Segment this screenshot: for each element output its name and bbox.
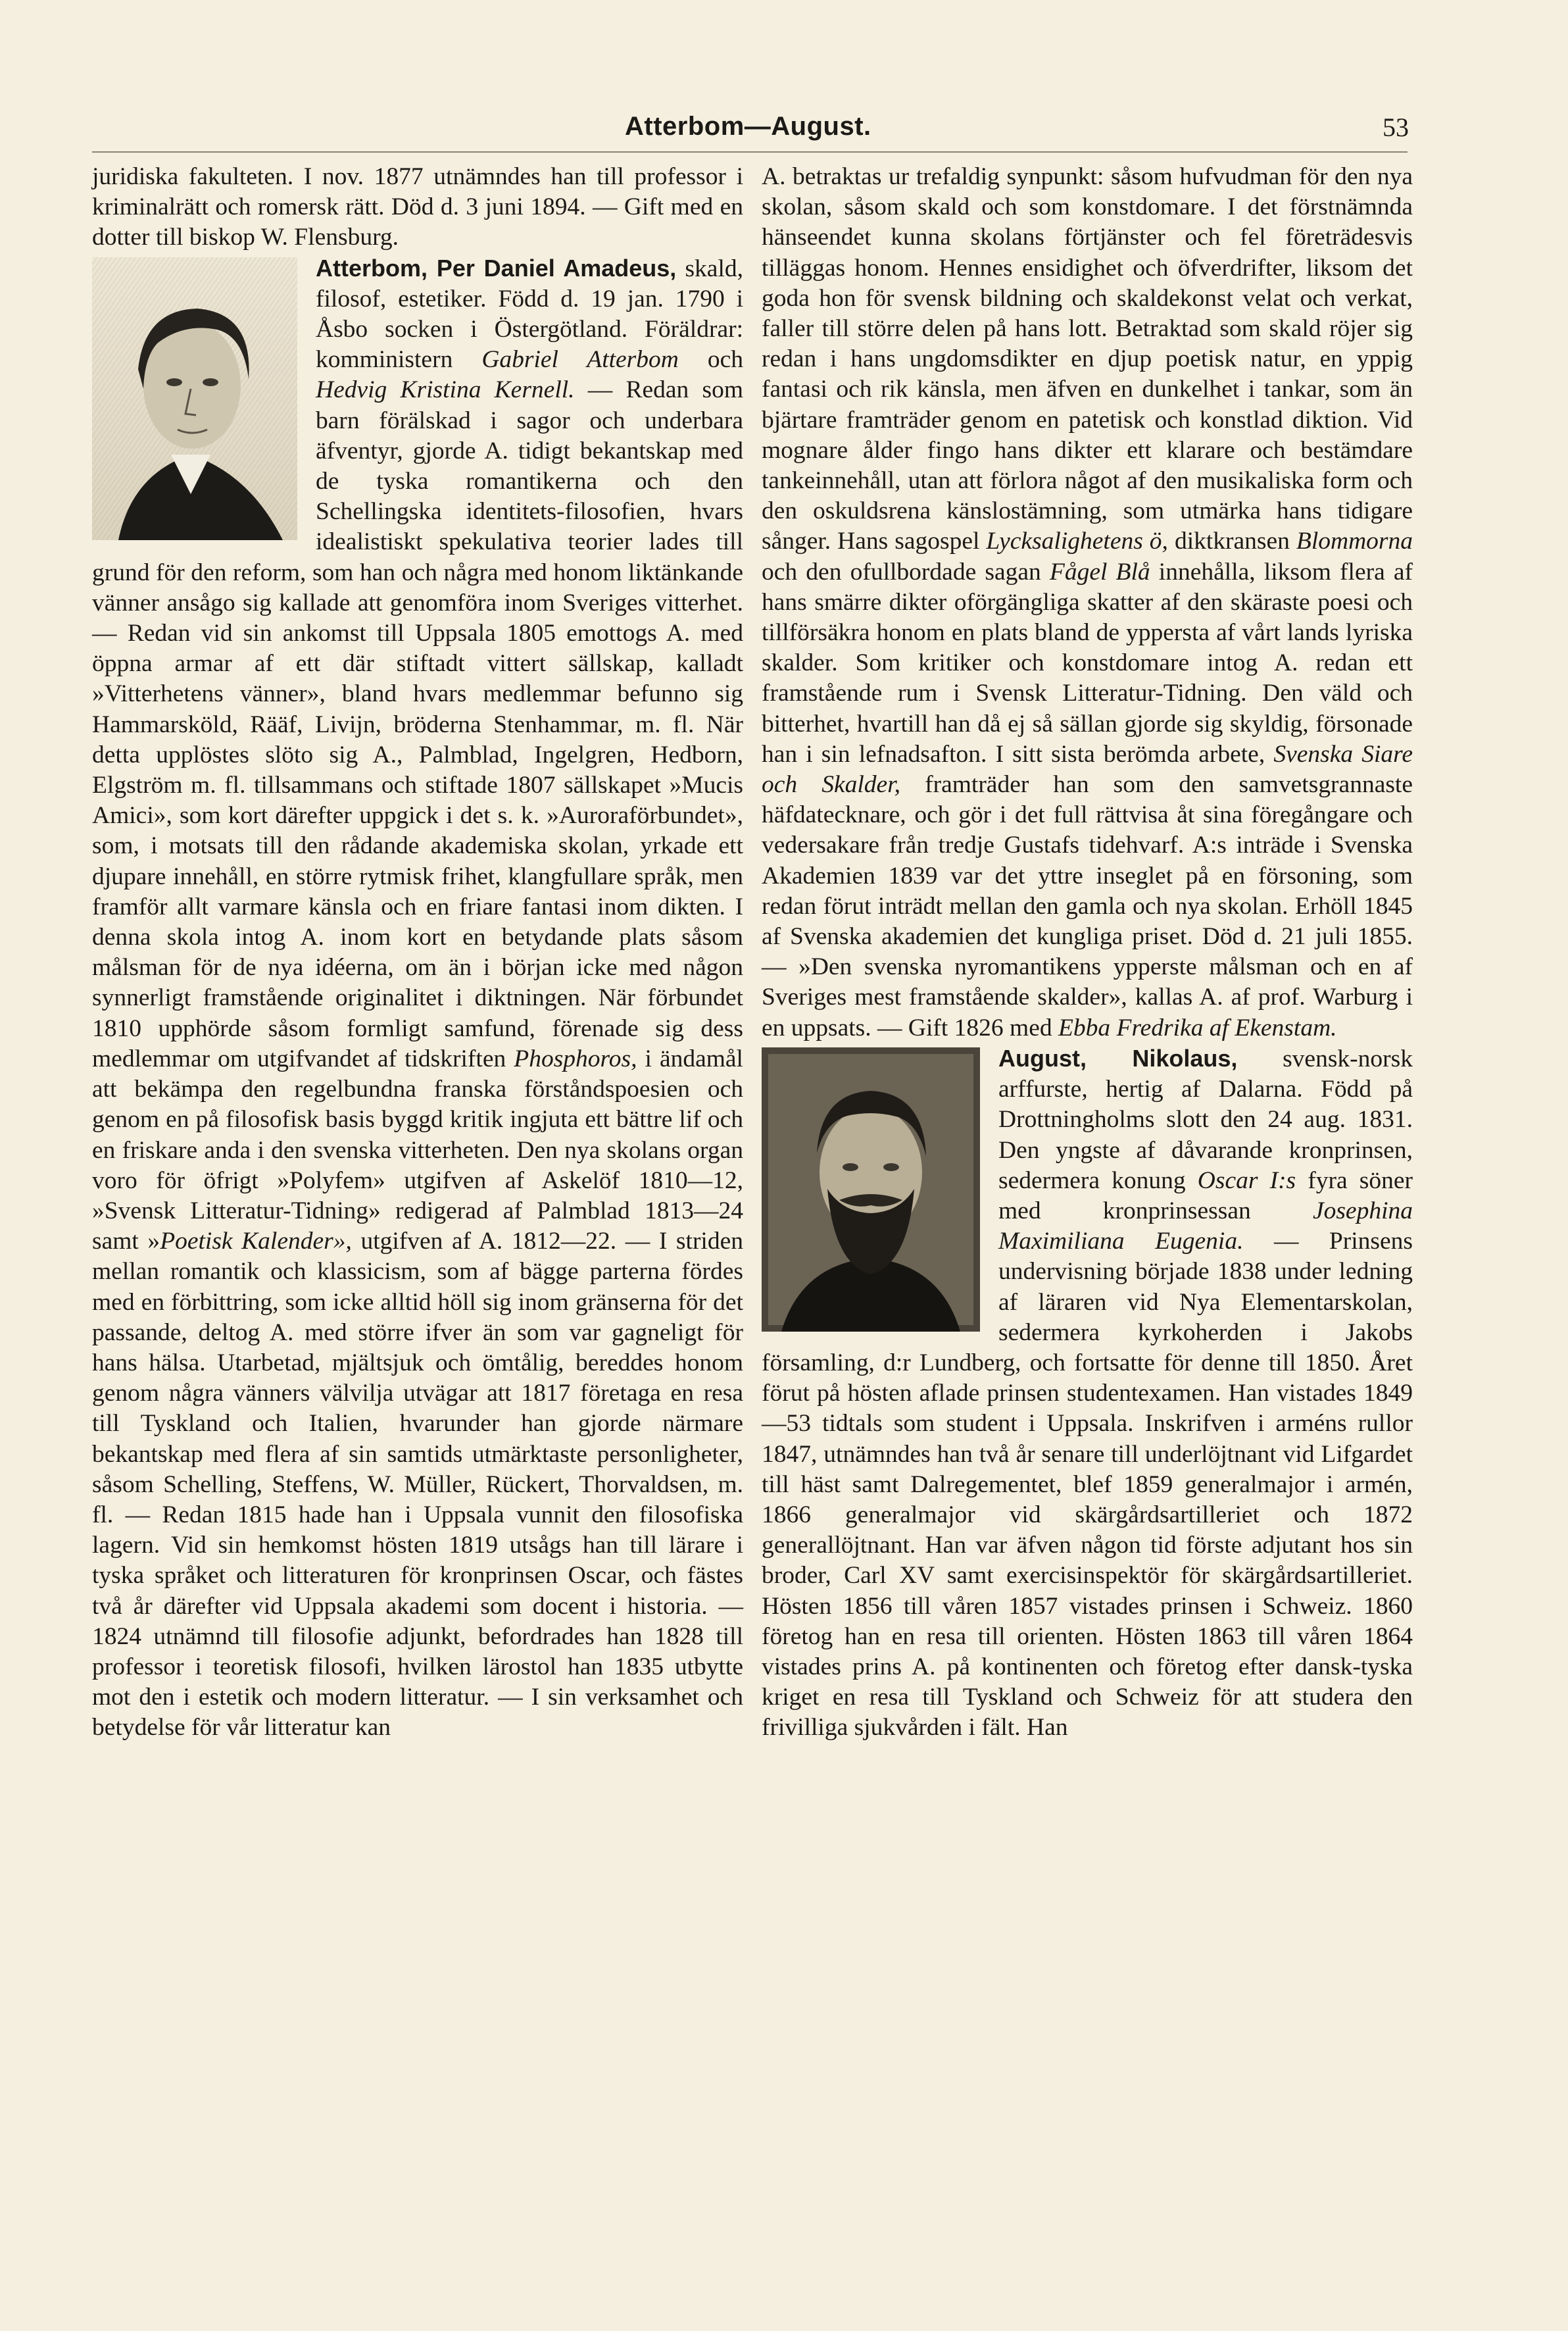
title-lycksalighetens: Lycksalighetens ö, — [986, 528, 1168, 555]
portrait-august — [762, 1047, 980, 1332]
continuation-paragraph: juridiska fakulteten. I nov. 1877 utnämndes han till professor i kriminalrätt och romersk rätt. Död d. 3 juni 1894. — Gift med en dotter till biskop W. Flensburg. — [92, 163, 743, 251]
entry-atterbom — [92, 253, 743, 1743]
entry2-body: — Prinsens undervisning började 1838 under ledning af läraren vid Nya Elementarskolan, sedermera kyrkoherden i Jakobs församling, d:r Lundberg, och fortsatte för denne till 1850. Året förut på hösten aflade prinsen studentexamen. Han vistades 1849—53 tidtals som student i Uppsala. Inskrifven i arméns rullor 1847, utnämndes han två år senare till underlöjtnant vid Lifgardet till häst samt Dalregementet, blef 1859 generalmajor i armén, 1866 generalmajor vid skärgårdsartilleriet och 1872 generallöjtnant. Han var äfven någon tid förste adjutant hos sin broder, Carl XV samt exercisinspektör för skärgårdsartilleriet. Hösten 1856 till våren 1857 vistades prinsen i Schweiz. 1860 företog han en resa till orienten. Hösten 1863 till våren 1864 vistades prins A. på kontinenten och företog efter dansk-tyska kriget en resa till Tyskland och Schweiz för att studera den frivilliga sjukvården i fält. Han — [762, 1228, 1413, 1742]
left-column — [92, 162, 743, 1743]
entry-body-3: utgifven af A. 1812—22. — I striden mellan romantik och klassicism, som af bägge parterna fördes med en förbittring, som icke alltid höll sig inom gränserna för det passande, deltog A. med större ifver än som var gagneligt för hans hälsa. Utarbetad, mjältsjuk och ömtålig, bereddes honom genom några vänners välvilja utvägar att 1817 företaga en resa till Tyskland och Italien, hvarunder han gjorde närmare bekantskap med flera af sin samtids utmärktaste personligheter, såsom Schelling, Steffens, W. Müller, Rückert, Thorvaldsen, m. fl. — Redan 1815 hade han i Uppsala vunnit den filosofiska lagern. Vid sin hemkomst hösten 1819 utsågs han till lärare i tyska språket och litteraturen för kronprinsen Oscar, och fästes två år därefter vid Uppsala akademi som docent i historia. — 1824 utnämnd till filosofie adjunkt, befordrades han 1828 till professor i teoretisk filosofi, hvilken lärostol han 1835 utbytte mot den i estetik och modern litteratur. — I sin verksamhet och betydelse för vår litteratur kan — [92, 1228, 743, 1742]
portrait-engraving — [92, 257, 297, 540]
title-fagel-bla: Fågel Blå — [1049, 558, 1150, 586]
continuation-body-4: innehålla, liksom flera af hans smärre dikter oförgängliga skatter af den skäraste poesi och tillförsäkra honom en plats bland de yppersta af vårt lands lyriska skalder. Som kritiker och konstdomare intog A. redan ett framstående rum i Svensk Litteratur-Tidning. Den väld och bitterhet, hvartill han då ej så sällan gjorde sig skyldig, försonade han i sin lefnadsafton. I sitt sista berömda arbete, — [762, 558, 1413, 768]
entry2-headword: August, Nikolaus, — [998, 1044, 1238, 1072]
entry2-mid: fyra söner med kronprinsessan — [998, 1166, 1413, 1224]
continuation-body-1: A. betraktas ur trefaldig synpunkt: såsom hufvudman för den nya skolan, såsom skald och som konstdomare. I det förstnämnda hänseendet kunna skolans förtjänster och fel företrädesvis tilläggas honom. Hennes ensidighet och öfverdrifter, liksom det goda hon för svensk bildning och skaldekonst velat och verkat, faller till större delen på hans lott. Betraktad som skald röjer sig redan i hans ungdomsdikter en djup poetisk natur, en yppig fantasi och rik känsla, men äfven en dunkelhet i tankar, som än bjärtare framträder genom en patetisk och konstlad diktion. Vid mognare ålder fingo hans dikter ett klarare och bestämdare tankeinnehåll, utan att förlora något af den musikaliska form och den oskuldsrena känslostämning, som utmärka hans tidigare sånger. Hans sagospel — [762, 163, 1413, 555]
entry-body-2: i ändamål att bekämpa den regelbundna franska förståndspoesien och genom en på filosofisk basis byggd kritik ingjuta ett bättre lif och en friskare anda i den svenska vitterheten. Den nya skolans organ voro för öfrigt »Polyfem» utgifven af Askelöf 1810—12, »Svensk Litteratur-Tidning» redigerad af Palmblad 1813—24 samt » — [92, 1045, 743, 1255]
right-column — [762, 162, 1413, 1743]
entry-intro: skald, filosof, estetiker. Född d. 19 jan. 1790 i Åsbo socken i Östergötland. Föräldrar: komministern — [316, 255, 743, 374]
entry2-intro: svensk-norsk arffurste, hertig af Dalarna. Född på Drottningholms slott den 24 aug. 1831. Den yngste af dåvarande kronprinsen, sedermera konung — [998, 1045, 1413, 1194]
title-svenska-siare: Svenska Siare och Skalder, — [762, 740, 1413, 799]
title-phosphoros: Phosphoros, — [514, 1045, 637, 1072]
conjunction: och — [678, 346, 743, 374]
continuation-body-5: framträder han som den samvetsgrannaste häfdatecknare, och gör i det full rättvisa åt sina föregångare och vedersakare från tredje Gustafs tidehvarf. A:s inträde i Svenska Akademien 1839 var det yttre inseglet på en försoning, som redan förut inträdt mellan den gamla och nya skolan. Erhöll 1845 af Svenska akademien det kungliga priset. Död d. 21 juli 1855. — »Den svenska nyromantikens ypperste målsman och en af Sveriges mest framstående skalder», kallas A. af prof. Warburg i en uppsats. — Gift 1826 med — [762, 771, 1413, 1041]
title-poetisk-kalender: Poetisk Kalender», — [160, 1228, 352, 1255]
continuation-body-2: diktkransen — [1167, 528, 1296, 555]
running-head: Atterbom—August. — [625, 112, 871, 141]
header-rule — [92, 151, 1408, 153]
continuation-atterbom — [762, 162, 1413, 1043]
entry-body-1: — Redan som barn förälskad i sagor och underbara äfventyr, gjorde A. tidigt bekantskap med de tyska romantikerna och den Schellingska identitets-filosofien, hvars idealistiskt spekulativa teorier lades till grund för den reform, som han och några med honom liktänkande vänner ansågo sig kallade att genomföra inom Sveriges vitterhet. — Redan vid sin ankomst till Uppsala 1805 emottogs A. med öppna armar af ett där stiftadt vittert sällskap, kalladt »Vitterhetens vänner», bland hvars medlemmar befunno sig Hammarsköld, Rääf, Livijn, bröderna Stenhammar, m. fl. När detta upplöstes slöto sig A., Palmblad, Ingelgren, Hedborn, Elgström m. fl. tillsammans och stiftade 1807 sällskapet »Mucis Amici», som kort därefter uppgick i det s. k. »Auroraförbundet», som, i motsats till den rådande akademiska skolan, yrkade ett djupare innehåll, en större rytmisk frihet, klangfullare språk, men framför allt varmare känsla och en friare fantasi inom dikten. I denna skola intog A. inom kort en betydande plats såsom målsman för de nya idéerna, om än i början icke med någon synnerligt framstående originalitet i diktningen. När förbundet 1810 upphörde såsom formligt samfund, förenade sig dess medlemmar om utgifvandet af tidskriften — [92, 376, 743, 1072]
entry-august — [762, 1043, 1413, 1743]
parent-mother: Hedvig Kristina Kernell. — [316, 376, 575, 404]
page-number: 53 — [1383, 113, 1409, 142]
name-josephina: Josephina Maximiliana Eugenia. — [998, 1197, 1413, 1255]
spouse-name: Ebba Fredrika af Ekenstam. — [1058, 1014, 1337, 1041]
parent-father: Gabriel Atterbom — [481, 346, 679, 374]
entry-headword: Atterbom, Per Daniel Amadeus, — [316, 254, 677, 282]
continuation-body-3: och den ofullbordade sagan — [762, 558, 1050, 586]
title-blommorna: Blommorna — [1296, 528, 1413, 555]
name-oscar: Oscar I:s — [1197, 1166, 1296, 1194]
portrait-atterbom — [92, 257, 297, 540]
portrait-photo — [762, 1047, 980, 1332]
